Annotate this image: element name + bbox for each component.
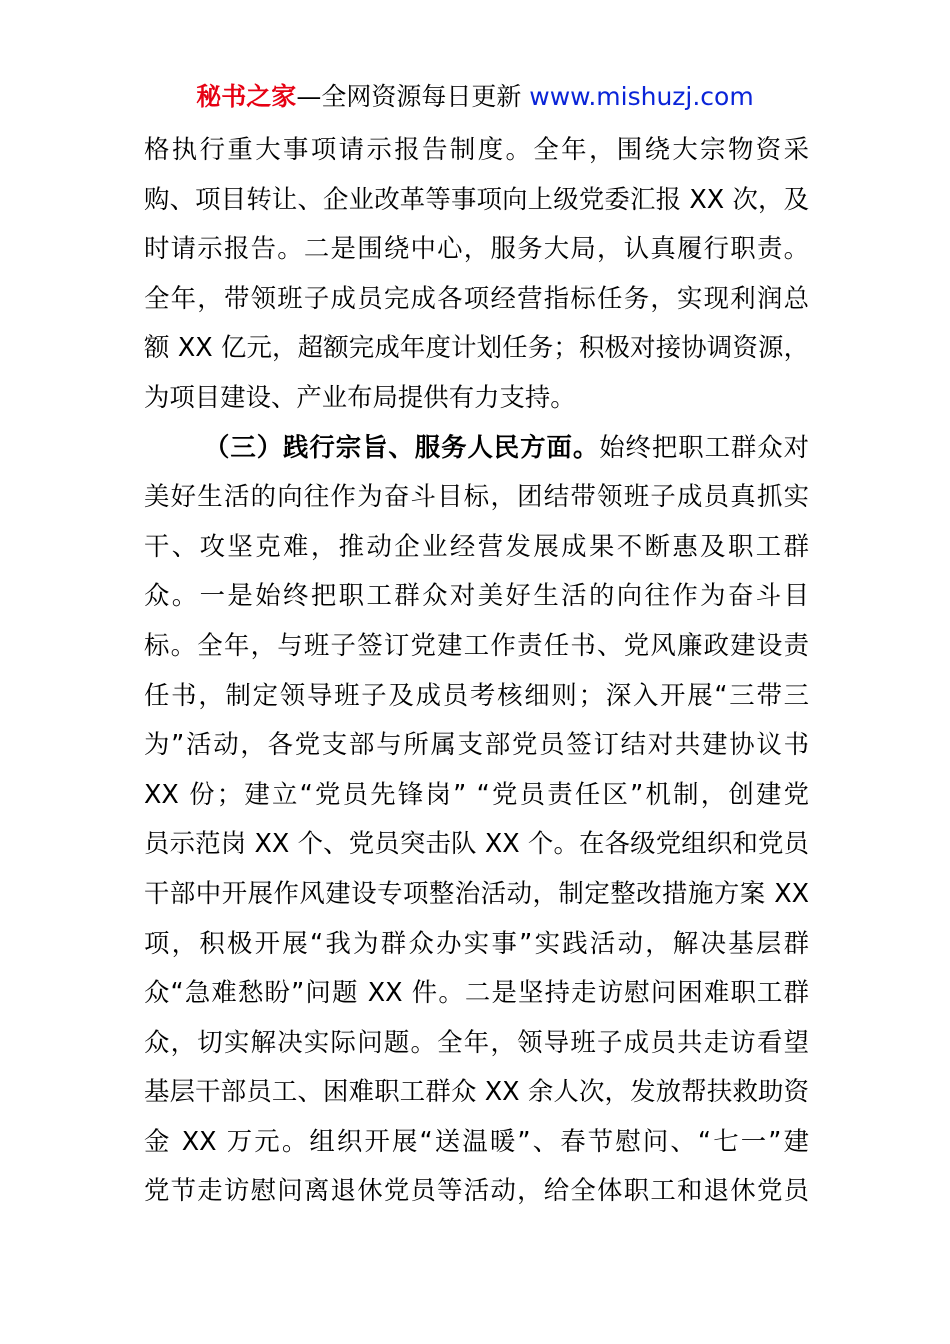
paragraph-line: 项，积极开展“我为群众办实事”实践活动，解决基层群 [144, 927, 809, 958]
paragraph-line: 时请示报告。二是围绕中心，服务大局，认真履行职责。 [144, 233, 809, 264]
section-3-text: 始终把职工群众对 [599, 431, 810, 462]
section-3-first-line [144, 423, 809, 473]
header-tagline: —全网资源每日更新 [296, 82, 522, 111]
paragraph-line: 金 XX 万元。组织开展“送温暖”、春节慰问、“七一”建 [144, 1125, 809, 1156]
document-body [144, 125, 809, 1216]
paragraph-line: 众“急难愁盼”问题 XX 件。二是坚持走访慰问困难职工群 [144, 977, 809, 1008]
paragraph-line: 基层干部员工、困难职工群众 XX 余人次，发放帮扶救助资 [144, 1076, 809, 1107]
paragraph-line: 干、攻坚克难，推动企业经营发展成果不断惠及职工群 [144, 530, 809, 561]
paragraph-line: 全年，带领班子成员完成各项经营指标任务，实现利润总 [144, 282, 809, 313]
brand-name: 秘书之家 [196, 82, 297, 111]
paragraph-line: 为项目建设、产业布局提供有力支持。 [144, 381, 576, 412]
site-header [0, 80, 950, 114]
paragraph-line: 标。全年，与班子签订党建工作责任书、党风廉政建设责 [144, 629, 809, 660]
paragraph-line: 额 XX 亿元，超额完成年度计划任务；积极对接协调资源， [144, 332, 809, 363]
paragraph-line: 格执行重大事项请示报告制度。全年，围绕大宗物资采 [144, 134, 809, 164]
paragraph-line: XX 份；建立“党员先锋岗” “党员责任区”机制，创建党 [144, 778, 809, 809]
paragraph-line: 党节走访慰问离退休党员等活动，给全体职工和退休党员 [144, 1175, 809, 1206]
paragraph-line: 众。一是始终把职工群众对美好生活的向往作为奋斗目 [144, 580, 809, 611]
paragraph-line: 为”活动，各党支部与所属支部党员签订结对共建协议书 [144, 729, 809, 760]
paragraph-line: 购、项目转让、企业改革等事项向上级党委汇报 XX 次，及 [144, 183, 809, 214]
section-3-heading: （三）践行宗旨、服务人民方面。 [204, 431, 600, 462]
paragraph-line: 美好生活的向往作为奋斗目标，团结带领班子成员真抓实 [144, 481, 809, 512]
paragraph-line: 干部中开展作风建设专项整治活动，制定整改措施方案 XX [144, 877, 809, 908]
paragraph-line: 众，切实解决实际问题。全年，领导班子成员共走访看望 [144, 1026, 809, 1057]
paragraph-line: 员示范岗 XX 个、党员突击队 XX 个。在各级党组织和党员 [144, 828, 809, 859]
site-url: www.mishuzj.com [529, 82, 754, 111]
paragraph-line: 任书，制定领导班子及成员考核细则；深入开展“三带三 [144, 679, 809, 710]
